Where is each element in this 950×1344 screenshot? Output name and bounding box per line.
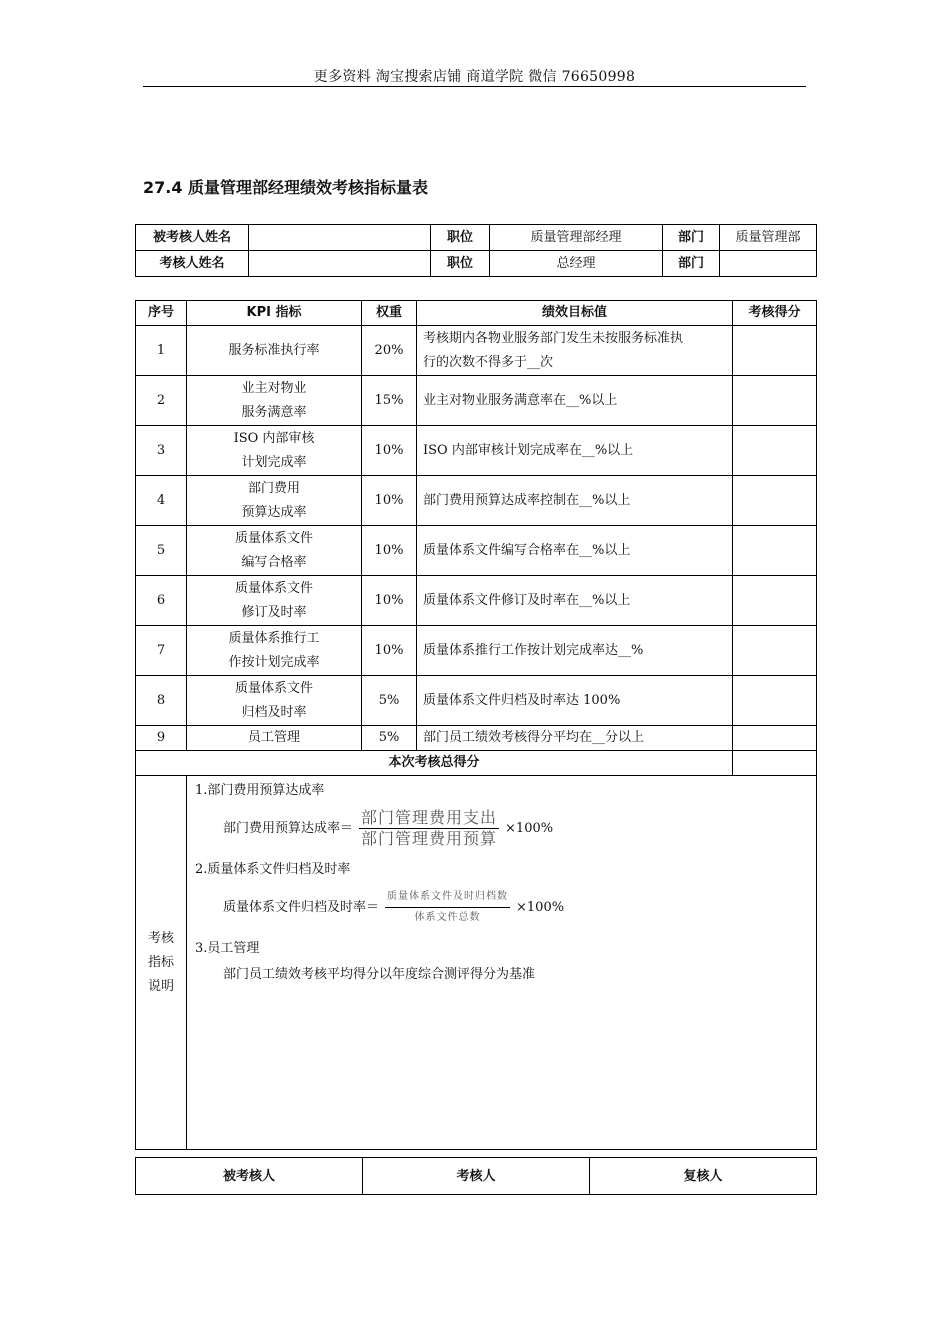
kpi-row [136, 676, 817, 726]
assessor-name-label: 考核人姓名 [136, 251, 249, 277]
kpi-header-row [136, 301, 817, 326]
assessor-name-value[interactable] [249, 251, 431, 277]
row-kpi [187, 376, 362, 426]
row-no: 7 [136, 626, 187, 676]
row-no: 4 [136, 476, 187, 526]
row-kpi [187, 676, 362, 726]
formula-1-lhs: 部门费用预算达成率＝ [223, 820, 354, 836]
row-weight: 10% [362, 476, 417, 526]
row-target: ISO 内部审核计划完成率在__%以上 [417, 426, 733, 476]
kpi-line: 质量体系文件 [234, 580, 313, 596]
row-kpi [187, 576, 362, 626]
row-weight: 10% [362, 426, 417, 476]
kpi-table [135, 300, 817, 1150]
row-score[interactable] [733, 576, 817, 626]
row-no: 8 [136, 676, 187, 726]
assessee-position-value: 质量管理部经理 [490, 225, 663, 251]
row-kpi [187, 526, 362, 576]
row-target [417, 326, 733, 376]
kpi-line: 服务满意率 [241, 404, 307, 420]
row-score[interactable] [733, 726, 817, 751]
notes-side-label [136, 776, 187, 1150]
header-target: 绩效目标值 [417, 301, 733, 326]
kpi-line: 作按计划完成率 [228, 654, 320, 670]
row-score[interactable] [733, 426, 817, 476]
total-score[interactable] [733, 751, 817, 776]
kpi-line: 预算达成率 [241, 504, 307, 520]
side-label-line: 说明 [147, 978, 174, 994]
assessee-name-value[interactable] [249, 225, 431, 251]
header-no: 序号 [136, 301, 187, 326]
row-target: 部门费用预算达成率控制在__%以上 [417, 476, 733, 526]
assessor-position-label: 职位 [431, 251, 490, 277]
assessor-signature: 考核人 [363, 1158, 590, 1195]
row-target: 质量体系文件编写合格率在__%以上 [417, 526, 733, 576]
row-weight: 10% [362, 526, 417, 576]
total-label: 本次考核总得分 [136, 751, 733, 776]
kpi-line: 部门费用 [247, 480, 300, 496]
assessee-dept-label: 部门 [663, 225, 720, 251]
formula-2 [195, 887, 810, 928]
row-target: 质量体系文件归档及时率达 100% [417, 676, 733, 726]
kpi-row [136, 376, 817, 426]
kpi-line: 质量体系文件 [234, 680, 313, 696]
kpi-row [136, 626, 817, 676]
signature-row [136, 1158, 817, 1195]
formula-2-fraction [385, 887, 510, 928]
row-weight: 10% [362, 576, 417, 626]
row-weight: 5% [362, 676, 417, 726]
row-kpi [187, 626, 362, 676]
kpi-line: 编写合格率 [241, 554, 307, 570]
kpi-row [136, 476, 817, 526]
kpi-line: 质量体系文件 [234, 530, 313, 546]
formula-2-lhs: 质量体系文件归档及时率＝ [223, 899, 380, 915]
note-1-title: 1.部门费用预算达成率 [195, 783, 325, 798]
kpi-line: 质量体系推行工 [228, 630, 320, 646]
kpi-row [136, 526, 817, 576]
kpi-row [136, 326, 817, 376]
row-score[interactable] [733, 476, 817, 526]
row-score[interactable] [733, 326, 817, 376]
assessee-position-label: 职位 [431, 225, 490, 251]
row-no: 9 [136, 726, 187, 751]
formula-2-numerator: 质量体系文件及时归档数 [385, 887, 510, 908]
target-line: 考核期内各物业服务部门发生未按服务标准执 [423, 330, 684, 346]
formula-2-denominator: 体系文件总数 [414, 912, 481, 923]
assessor-position-value: 总经理 [490, 251, 663, 277]
header-rule [143, 86, 806, 87]
kpi-line: 计划完成率 [241, 454, 307, 470]
note-3-title: 3.员工管理 [195, 941, 260, 956]
header-kpi: KPI 指标 [187, 301, 362, 326]
row-score[interactable] [733, 676, 817, 726]
formula-1-numerator: 部门管理费用支出 [361, 808, 498, 827]
kpi-line: 服务标准执行率 [228, 342, 320, 358]
row-score[interactable] [733, 376, 817, 426]
row-kpi: 员工管理 [187, 726, 362, 751]
row-kpi [187, 326, 362, 376]
row-target: 业主对物业服务满意率在__%以上 [417, 376, 733, 426]
formula-2-suffix: ×100% [516, 899, 565, 915]
kpi-line: 业主对物业 [241, 380, 307, 396]
row-no: 2 [136, 376, 187, 426]
row-weight: 20% [362, 326, 417, 376]
notes-row [136, 776, 817, 1150]
total-row [136, 751, 817, 776]
assessee-dept-value: 质量管理部 [720, 225, 817, 251]
notes-content [187, 776, 817, 1150]
info-row-assessor [136, 251, 817, 277]
row-no: 3 [136, 426, 187, 476]
assessor-dept-value[interactable] [720, 251, 817, 277]
row-target: 质量体系文件修订及时率在__%以上 [417, 576, 733, 626]
row-score[interactable] [733, 526, 817, 576]
note-3-text: 部门员工绩效考核平均得分以年度综合测评得分为基准 [223, 967, 536, 982]
header-score: 考核得分 [733, 301, 817, 326]
row-kpi [187, 426, 362, 476]
assessor-dept-label: 部门 [663, 251, 720, 277]
header-weight: 权重 [362, 301, 417, 326]
row-no: 5 [136, 526, 187, 576]
row-score[interactable] [733, 626, 817, 676]
kpi-line: 归档及时率 [241, 704, 307, 720]
row-no: 6 [136, 576, 187, 626]
formula-1 [195, 808, 810, 849]
formula-1-fraction [359, 808, 499, 849]
page-title: 27.4 质量管理部经理绩效考核指标量表 [143, 178, 429, 197]
info-row-assessee [136, 225, 817, 251]
row-kpi [187, 476, 362, 526]
row-target: 质量体系推行工作按计划完成率达__% [417, 626, 733, 676]
kpi-row [136, 576, 817, 626]
row-weight: 10% [362, 626, 417, 676]
row-weight: 15% [362, 376, 417, 426]
side-label-line: 指标 [147, 954, 174, 970]
kpi-line: 修订及时率 [241, 604, 307, 620]
target-line: 行的次数不得多于__次 [423, 354, 554, 370]
signature-table [135, 1157, 817, 1195]
reviewer-signature: 复核人 [590, 1158, 817, 1195]
kpi-line: ISO 内部审核 [233, 430, 315, 446]
kpi-row [136, 426, 817, 476]
assessee-signature: 被考核人 [136, 1158, 363, 1195]
row-target: 部门员工绩效考核得分平均在__分以上 [417, 726, 733, 751]
row-weight: 5% [362, 726, 417, 751]
kpi-row [136, 726, 817, 751]
info-table [135, 224, 817, 277]
assessee-name-label: 被考核人姓名 [136, 225, 249, 251]
row-no: 1 [136, 326, 187, 376]
page-header: 更多资料 淘宝搜索店铺 商道学院 微信 76650998 [313, 69, 636, 85]
formula-1-denominator: 部门管理费用预算 [361, 829, 498, 848]
formula-1-suffix: ×100% [505, 820, 554, 836]
side-label-line: 考核 [147, 930, 174, 946]
note-2-title: 2.质量体系文件归档及时率 [195, 862, 351, 877]
